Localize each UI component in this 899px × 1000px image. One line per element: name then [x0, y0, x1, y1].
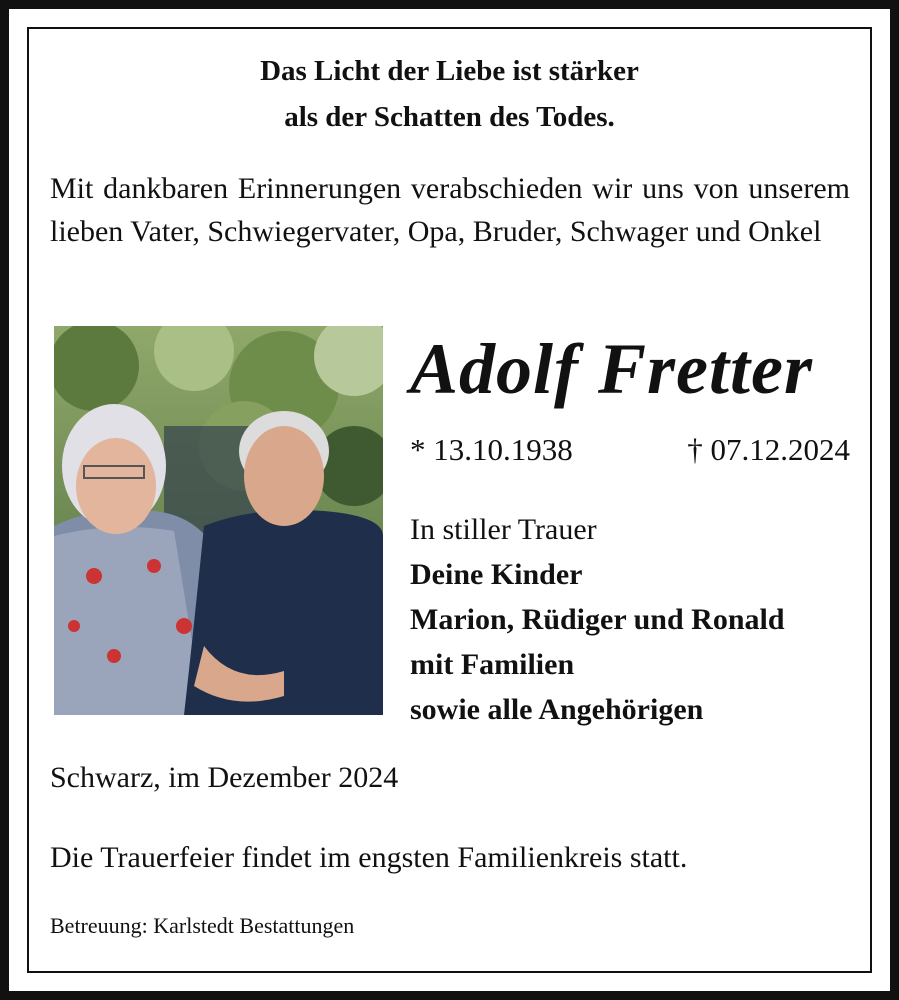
- death-date: † 07.12.2024: [687, 432, 850, 467]
- mourners-intro: In stiller Trauer: [410, 513, 597, 546]
- quote-line-2: als der Schatten des Todes.: [284, 101, 615, 133]
- mourners-line-4: sowie alle Angehörigen: [410, 693, 704, 726]
- portrait-photo: [54, 326, 383, 715]
- mourners-block: [410, 507, 785, 732]
- life-dates: [410, 430, 850, 470]
- place-date: Schwarz, im Dezember 2024: [50, 761, 399, 794]
- birth-date: * 13.10.1938: [410, 432, 573, 467]
- quote-line-1: Das Licht der Liebe ist stärker: [260, 55, 639, 87]
- intro-text: Mit dankbaren Erinnerungen verabschieden wir uns von unserem lieben Vater, Schwiegervater, Opa, Bruder, Schwager und Onkel: [50, 172, 850, 248]
- epitaph-quote: [0, 48, 899, 140]
- deceased-name: Adolf Fretter: [410, 329, 813, 409]
- funeral-note: Die Trauerfeier findet im engsten Familienkreis statt.: [50, 841, 688, 874]
- mourners-line-1: Deine Kinder: [410, 558, 583, 591]
- mourners-line-3: mit Familien: [410, 648, 575, 681]
- funeral-home-credit: Betreuung: Karlstedt Bestattungen: [50, 913, 355, 938]
- mourners-line-2: Marion, Rüdiger und Ronald: [410, 603, 785, 636]
